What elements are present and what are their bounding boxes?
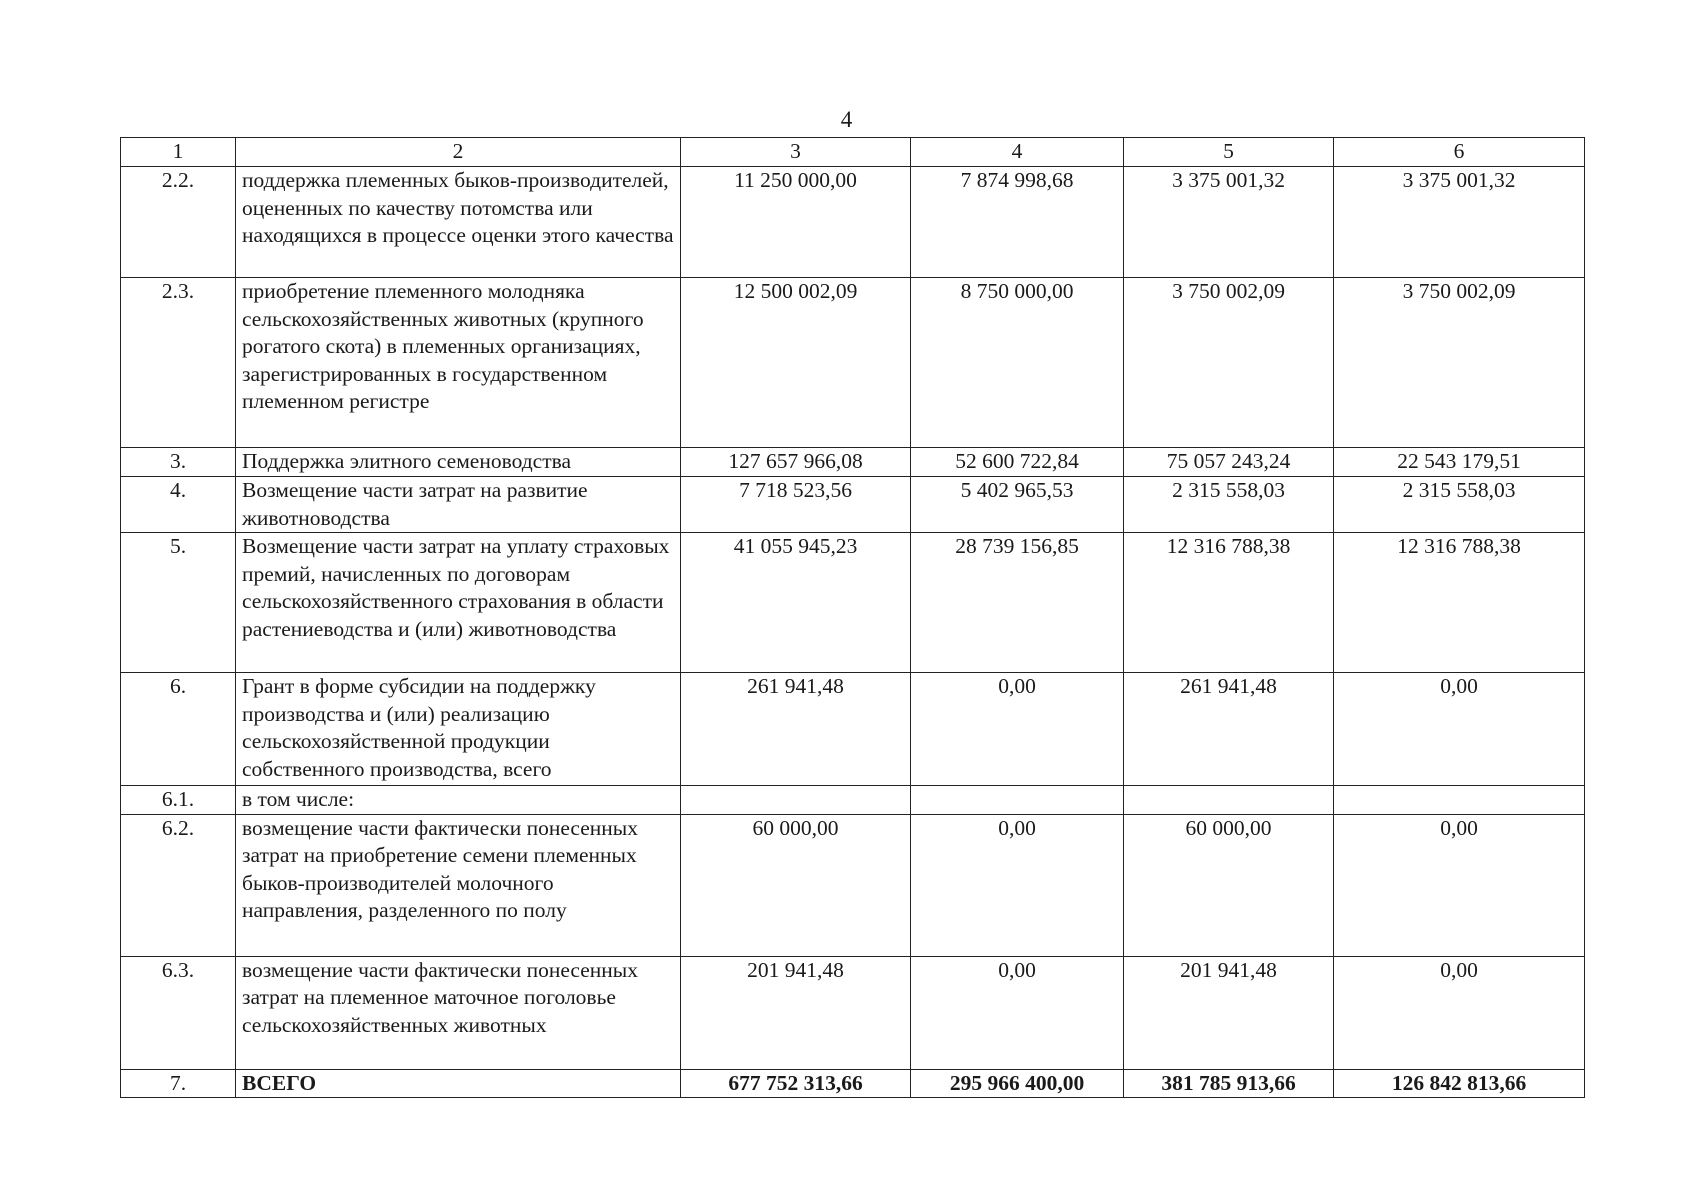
cell-col3: 201 941,48 bbox=[681, 956, 911, 1069]
cell-col4 bbox=[911, 786, 1124, 815]
row-description: ВСЕГО bbox=[236, 1069, 681, 1098]
cell-col6: 3 750 002,09 bbox=[1334, 278, 1585, 448]
cell-col4: 52 600 722,84 bbox=[911, 448, 1124, 477]
cell-col6: 0,00 bbox=[1334, 814, 1585, 956]
row-number: 5. bbox=[121, 533, 236, 673]
table-row bbox=[121, 786, 1585, 815]
row-description: возмещение части фактически понесенных затрат на приобретение семени племенных быков-производителей молочного направления, разделенного по полу bbox=[236, 814, 681, 956]
cell-col5: 3 375 001,32 bbox=[1124, 167, 1334, 278]
cell-col3: 677 752 313,66 bbox=[681, 1069, 911, 1098]
cell-col5: 201 941,48 bbox=[1124, 956, 1334, 1069]
column-header: 5 bbox=[1124, 138, 1334, 167]
row-number: 2.2. bbox=[121, 167, 236, 278]
cell-col6: 126 842 813,66 bbox=[1334, 1069, 1585, 1098]
row-description: возмещение части фактически понесенных затрат на племенное маточное поголовье сельскохозяйственных животных bbox=[236, 956, 681, 1069]
row-number: 2.3. bbox=[121, 278, 236, 448]
cell-col3 bbox=[681, 786, 911, 815]
cell-col4: 0,00 bbox=[911, 673, 1124, 786]
budget-table bbox=[120, 137, 1585, 1098]
row-number: 6.2. bbox=[121, 814, 236, 956]
cell-col4: 0,00 bbox=[911, 956, 1124, 1069]
column-header: 3 bbox=[681, 138, 911, 167]
column-header: 4 bbox=[911, 138, 1124, 167]
row-number: 6.3. bbox=[121, 956, 236, 1069]
table-row bbox=[121, 477, 1585, 533]
cell-col6 bbox=[1334, 786, 1585, 815]
row-description: в том числе: bbox=[236, 786, 681, 815]
cell-col3: 7 718 523,56 bbox=[681, 477, 911, 533]
row-number: 3. bbox=[121, 448, 236, 477]
row-description: Грант в форме субсидии на поддержку производства и (или) реализацию сельскохозяйственной продукции собственного производства, всего bbox=[236, 673, 681, 786]
cell-col5: 60 000,00 bbox=[1124, 814, 1334, 956]
cell-col3: 41 055 945,23 bbox=[681, 533, 911, 673]
cell-col3: 261 941,48 bbox=[681, 673, 911, 786]
row-number: 6. bbox=[121, 673, 236, 786]
cell-col5: 261 941,48 bbox=[1124, 673, 1334, 786]
table-header-row bbox=[121, 138, 1585, 167]
cell-col3: 60 000,00 bbox=[681, 814, 911, 956]
cell-col5 bbox=[1124, 786, 1334, 815]
cell-col5: 12 316 788,38 bbox=[1124, 533, 1334, 673]
column-header: 6 bbox=[1334, 138, 1585, 167]
cell-col6: 22 543 179,51 bbox=[1334, 448, 1585, 477]
row-description: Возмещение части затрат на развитие животноводства bbox=[236, 477, 681, 533]
row-description: Поддержка элитного семеноводства bbox=[236, 448, 681, 477]
cell-col6: 12 316 788,38 bbox=[1334, 533, 1585, 673]
cell-col4: 0,00 bbox=[911, 814, 1124, 956]
page-number: 4 bbox=[840, 107, 853, 132]
cell-col4: 28 739 156,85 bbox=[911, 533, 1124, 673]
table-row bbox=[121, 278, 1585, 448]
cell-col6: 0,00 bbox=[1334, 673, 1585, 786]
cell-col4: 8 750 000,00 bbox=[911, 278, 1124, 448]
cell-col5: 3 750 002,09 bbox=[1124, 278, 1334, 448]
table-row bbox=[121, 533, 1585, 673]
row-number: 6.1. bbox=[121, 786, 236, 815]
row-description: Возмещение части затрат на уплату страховых премий, начисленных по договорам сельскохозяйственного страхования в области растениеводства и (или) животноводства bbox=[236, 533, 681, 673]
cell-col3: 127 657 966,08 bbox=[681, 448, 911, 477]
table-row bbox=[121, 167, 1585, 278]
table-total-row bbox=[121, 1069, 1585, 1098]
table-row bbox=[121, 814, 1585, 956]
cell-col5: 75 057 243,24 bbox=[1124, 448, 1334, 477]
column-header: 2 bbox=[236, 138, 681, 167]
column-header: 1 bbox=[121, 138, 236, 167]
cell-col6: 3 375 001,32 bbox=[1334, 167, 1585, 278]
cell-col3: 11 250 000,00 bbox=[681, 167, 911, 278]
cell-col6: 0,00 bbox=[1334, 956, 1585, 1069]
row-description: приобретение племенного молодняка сельскохозяйственных животных (крупного рогатого скота) в племенных организациях, зарегистрированных в государственном племенном регистре bbox=[236, 278, 681, 448]
row-number: 4. bbox=[121, 477, 236, 533]
cell-col3: 12 500 002,09 bbox=[681, 278, 911, 448]
row-number: 7. bbox=[121, 1069, 236, 1098]
table-row bbox=[121, 448, 1585, 477]
cell-col4: 7 874 998,68 bbox=[911, 167, 1124, 278]
cell-col5: 381 785 913,66 bbox=[1124, 1069, 1334, 1098]
table-row bbox=[121, 673, 1585, 786]
row-description: поддержка племенных быков-производителей, оцененных по качеству потомства или находящихся в процессе оценки этого качества bbox=[236, 167, 681, 278]
cell-col5: 2 315 558,03 bbox=[1124, 477, 1334, 533]
table-row bbox=[121, 956, 1585, 1069]
cell-col4: 5 402 965,53 bbox=[911, 477, 1124, 533]
cell-col6: 2 315 558,03 bbox=[1334, 477, 1585, 533]
cell-col4: 295 966 400,00 bbox=[911, 1069, 1124, 1098]
